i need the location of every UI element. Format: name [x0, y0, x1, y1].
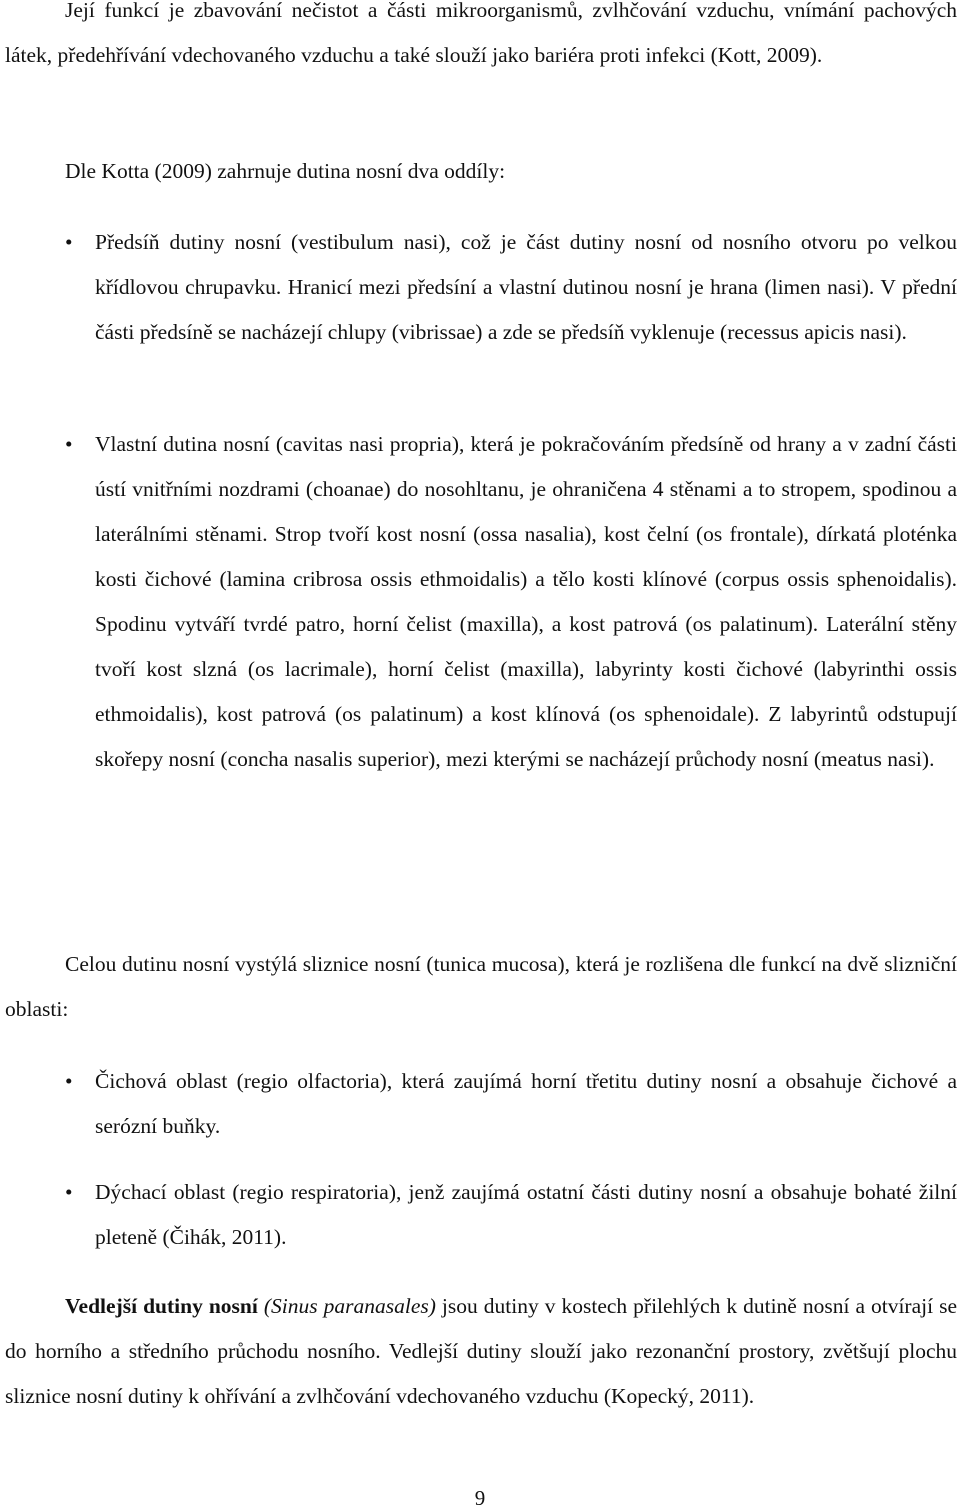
bullet-icon: • [65, 230, 73, 254]
bullet-icon: • [65, 432, 73, 456]
term-latin: (Sinus paranasales) [263, 1294, 436, 1318]
paragraph-sinus [5, 1284, 957, 1419]
list-item-cavitas [65, 422, 957, 782]
paragraph-function: Její funkcí je zbavování nečistot a části mikroorganismů, zvlhčování vzduchu, vnímání pachových látek, předehřívání vdechovaného vzduchu a také slouží jako bariéra proti infekci (Kott, 2009). [5, 0, 957, 67]
list-item-respiratoria [65, 1170, 957, 1260]
list-item-olfactoria [65, 1059, 957, 1149]
page-number: 9 [474, 1486, 486, 1510]
term-bold: Vedlejší dutiny nosní [65, 1294, 258, 1318]
paragraph-sinus-text: jsou dutiny v kostech přilehlých k dutině nosní a otvírají se do horního a středního průchodu nosního. Vedlejší dutiny slouží jako rezonanční prostory, zvětšují plochu sliznice nosní dutiny k ohřívání a zvlhčování vdechovaného vzduchu (Kopecký, 2011). [5, 1294, 958, 1408]
list-item-text: Čichová oblast (regio olfactoria), která zaujímá horní třetitu dutiny nosní a obsahuje čichové a serózní buňky. [95, 1069, 957, 1138]
list-item-vestibulum [65, 220, 957, 355]
paragraph-intro-divisions: Dle Kotta (2009) zahrnuje dutina nosní dva oddíly: [65, 159, 506, 183]
list-item-text: Dýchací oblast (regio respiratoria), jenž zaujímá ostatní části dutiny nosní a obsahuje bohaté žilní pleteně (Čihák, 2011). [95, 1180, 957, 1249]
bullet-icon: • [65, 1180, 73, 1204]
list-item-text: Vlastní dutina nosní (cavitas nasi propria), která je pokračováním předsíně od hrany a v zadní části ústí vnitřními nozdrami (choanae) do nosohltanu, je ohraničena 4 stěnami a to stropem, spodinou a laterálními stěnami. Strop tvoří kost nosní (ossa nasalia), kost čelní (os frontale), dírkatá ploténka kosti čichové (lamina cribrosa ossis ethmoidalis) a tělo kosti klínové (corpus ossis sphenoidalis). Spodinu vytváří tvrdé patro, horní čelist (maxilla), a kost patrová (os palatinum). Laterální stěny tvoří kost slzná (os lacrimale), horní čelist (maxilla), labyrinty kosti čichové (labyrinthi ossis ethmoidalis), kost patrová (os palatinum) a kost klínová (os sphenoidale). Z labyrintů odstupují skořepy nosní (concha nasalis superior), mezi kterými se nacházejí průchody nosní (meatus nasi). [95, 432, 957, 771]
paragraph-mucosa: Celou dutinu nosní vystýlá sliznice nosní (tunica mucosa), která je rozlišena dle funkcí na dvě slizniční oblasti: [5, 952, 957, 1021]
list-item-text: Předsíň dutiny nosní (vestibulum nasi), což je část dutiny nosní od nosního otvoru po velkou křídlovou chrupavku. Hranicí mezi předsíní a vlastní dutinou nosní je hrana (limen nasi). V přední části předsíně se nacházejí chlupy (vibrissae) a zde se předsíň vyklenuje (recessus apicis nasi). [95, 230, 957, 344]
bullet-icon: • [65, 1069, 73, 1093]
